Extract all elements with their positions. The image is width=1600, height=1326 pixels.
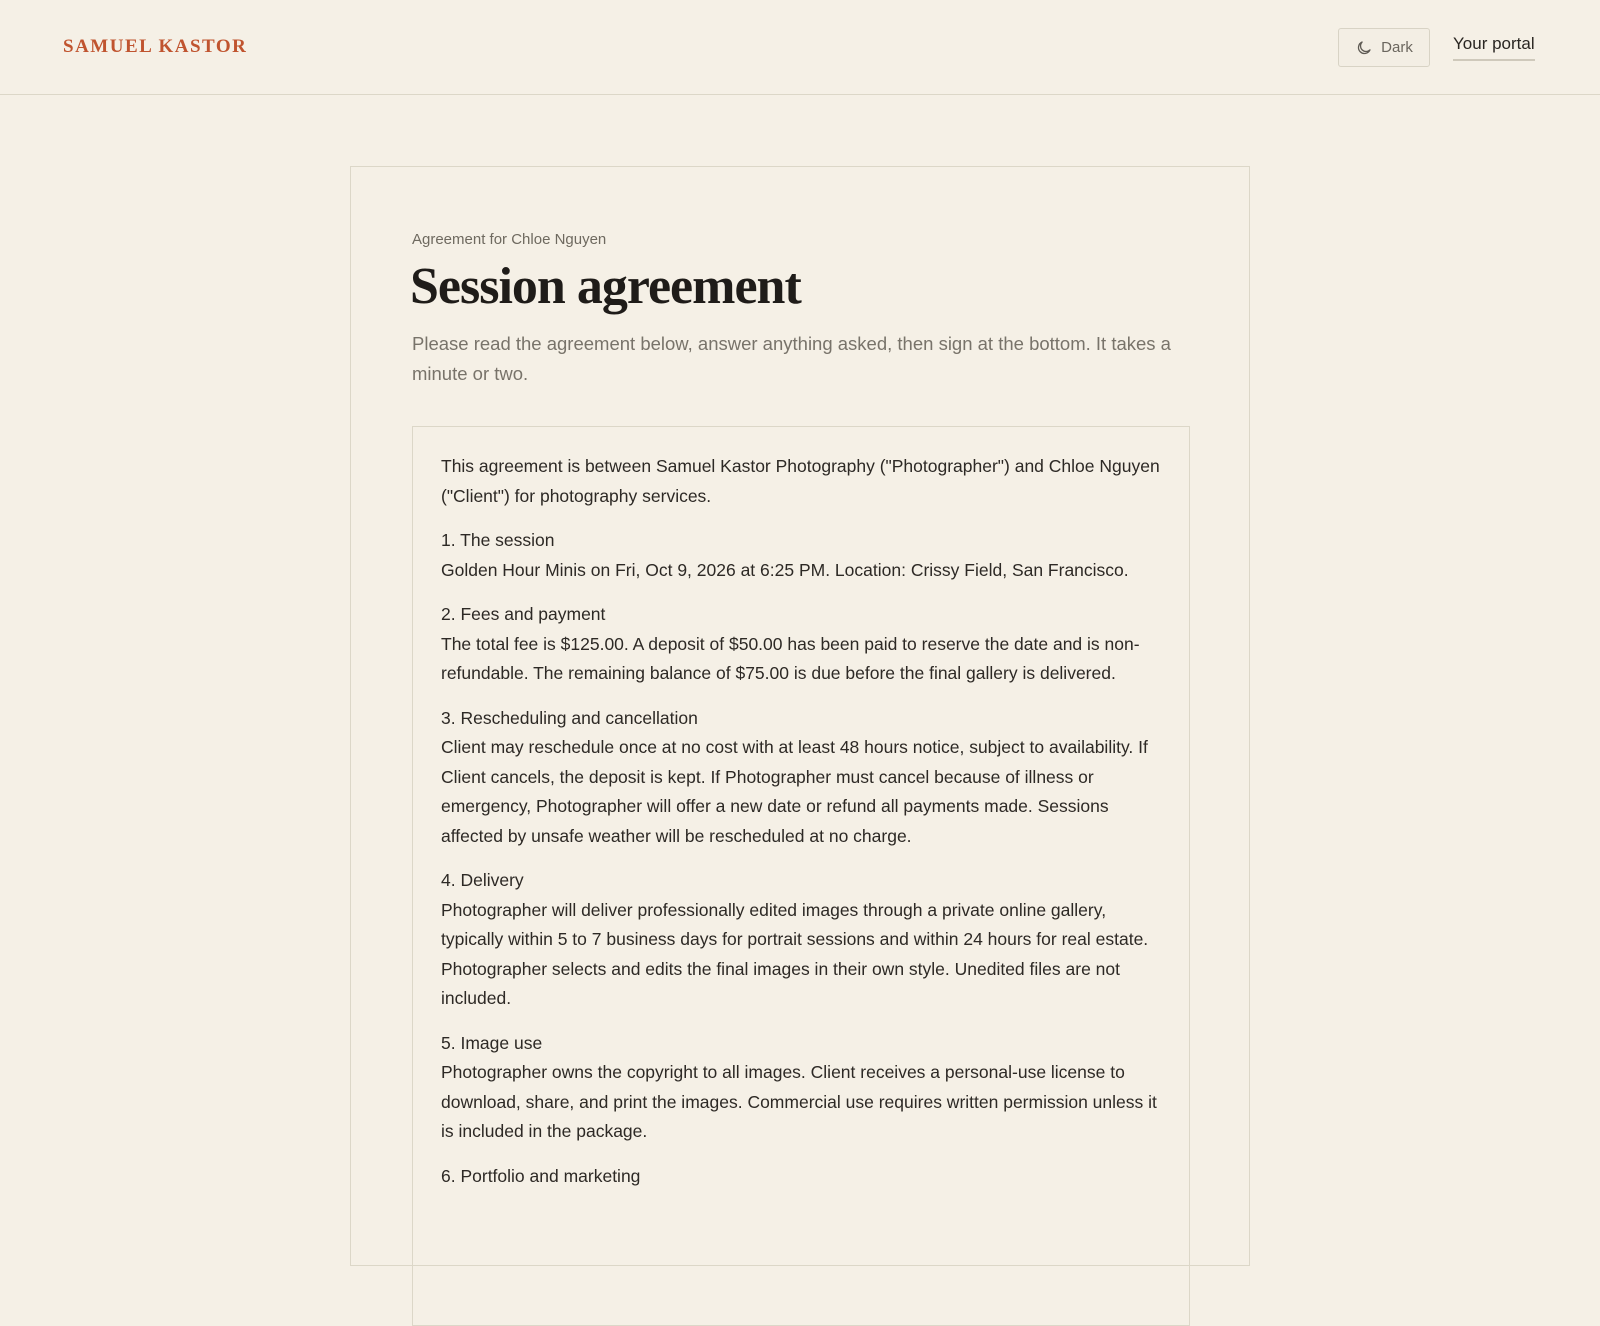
agreement-section (441, 704, 1161, 852)
section-body: Photographer owns the copyright to all images. Client receives a personal-use license to download, share, and print the images. Commercial use requires written permission unless it is included in the package. (441, 1062, 1157, 1141)
your-portal-link[interactable]: Your portal (1453, 34, 1535, 61)
section-heading: 2. Fees and payment (441, 604, 606, 624)
agreement-text-box[interactable] (412, 426, 1190, 1326)
agreement-section (441, 1162, 1161, 1192)
dark-toggle-label: Dark (1381, 39, 1413, 56)
agreement-recipient: Agreement for Chloe Nguyen (412, 231, 607, 248)
section-body: Photographer will deliver professionally edited images through a private online gallery, typically within 5 to 7 business days for portrait sessions and within 24 hours for real estate. Photographer selects and edits the final images in their own style. Unedited files are not included. (441, 899, 1149, 1008)
section-heading: 6. Portfolio and marketing (441, 1165, 641, 1186)
section-heading: 3. Rescheduling and cancellation (441, 707, 698, 728)
page-subtitle: Please read the agreement below, answer anything asked, then sign at the bottom. It takes a minute or two. (412, 333, 1171, 384)
brand-logo[interactable]: SAMUEL KASTOR (63, 36, 248, 57)
moon-icon (1355, 39, 1373, 57)
section-body: Golden Hour Minis on Fri, Oct 9, 2026 at 6:25 PM. Location: Crissy Field, San Francisco. (441, 559, 1129, 580)
section-body: Client may reschedule once at no cost with at least 48 hours notice, subject to availability. If Client cancels, the deposit is kept. If Photographer must cancel because of illness or emergency, Photographer will offer a new date or refund all payments made. Sessions affected by unsafe weather will be rescheduled at no charge. (441, 737, 1148, 846)
section-heading: 1. The session (441, 530, 555, 550)
dark-mode-toggle[interactable] (1338, 28, 1430, 67)
top-bar (0, 0, 1600, 95)
agreement-intro: This agreement is between Samuel Kastor Photography ("Photographer") and Chloe Nguyen ("Client") for photography services. (441, 456, 1160, 506)
agreement-section (441, 866, 1161, 1014)
page-title: Session agreement (410, 258, 801, 315)
section-heading: 5. Image use (441, 1032, 543, 1053)
agreement-card (350, 166, 1250, 1266)
section-body: The total fee is $125.00. A deposit of $50.00 has been paid to reserve the date and is non-refundable. The remaining balance of $75.00 is due before the final gallery is delivered. (441, 633, 1140, 683)
section-heading: 4. Delivery (441, 870, 524, 890)
agreement-section (441, 526, 1161, 585)
agreement-section (441, 1029, 1161, 1147)
agreement-section (441, 600, 1161, 689)
